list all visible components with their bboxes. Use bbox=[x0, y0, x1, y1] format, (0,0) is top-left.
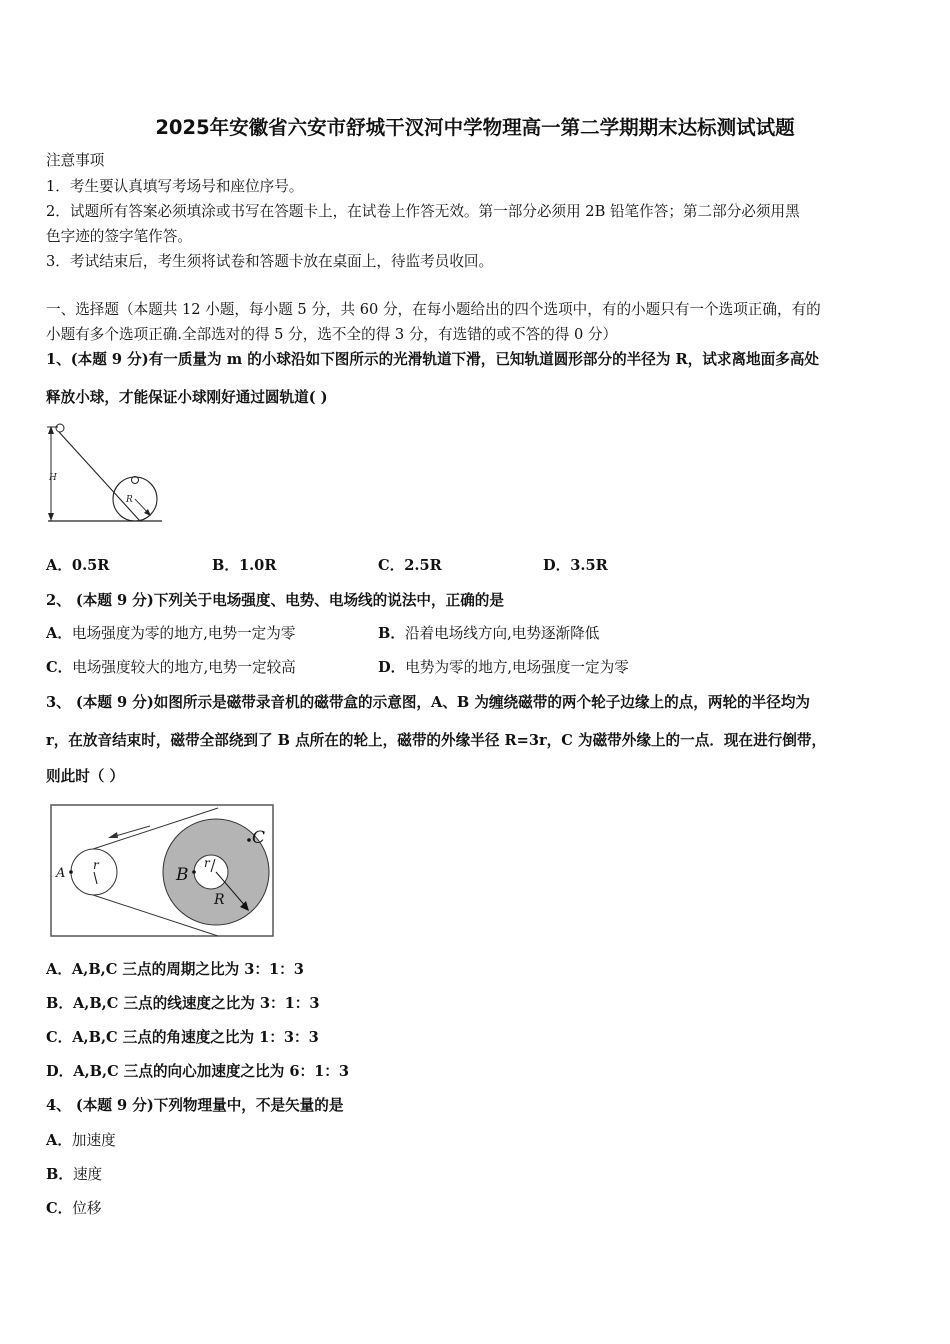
q1-option-b[interactable]: B．1.0R bbox=[212, 557, 277, 574]
label-big-r: R bbox=[214, 892, 225, 908]
q3-stem: 3、 (本题 9 分)如图所示是磁带录音机的磁带盒的示意图，A、B 为缠绕磁带的两个轮子边缘上的点，两轮的半径均为 bbox=[46, 694, 811, 711]
q3-stem: 则此时（ ） bbox=[46, 768, 125, 785]
q4-option-a[interactable]: A．加速度 bbox=[46, 1132, 116, 1149]
point-b bbox=[192, 870, 196, 874]
notice-heading: 注意事项 bbox=[46, 152, 105, 169]
q1-option-a[interactable]: A．0.5R bbox=[46, 557, 110, 574]
q1-stem: 释放小球，才能保证小球刚好通过圆轨道( ) bbox=[46, 389, 328, 406]
notice-line: 2．试题所有答案必须填涂或书写在答题卡上，在试卷上作答无效。第一部分必须用 2B 铅笔作答；第二部分必须用黑 bbox=[46, 203, 800, 220]
q3-stem: r，在放音结束时，磁带全部绕到了 B 点所在的轮上，磁带的外缘半径 R=3r，C 为磁带外缘上的一点．现在进行倒带， bbox=[46, 732, 827, 749]
q4-option-b[interactable]: B．速度 bbox=[46, 1166, 103, 1183]
q2-stem: 2、 (本题 9 分)下列关于电场强度、电势、电场线的说法中，正确的是 bbox=[46, 592, 504, 609]
point-a bbox=[69, 870, 73, 874]
q3-option-d[interactable]: D．A,B,C 三点的向心加速度之比为 6：1：3 bbox=[46, 1063, 350, 1080]
direction-arrowhead bbox=[108, 832, 118, 838]
incline-track bbox=[59, 432, 140, 521]
point-c bbox=[247, 838, 251, 842]
q4-stem: 4、 (本题 9 分)下列物理量中，不是矢量的是 bbox=[46, 1097, 344, 1114]
q2-option-d[interactable]: D．电势为零的地方,电场强度一定为零 bbox=[378, 659, 629, 676]
ball bbox=[56, 424, 64, 432]
notice-line: 色字迹的签字笔作答。 bbox=[46, 228, 192, 245]
label-r-b: r bbox=[204, 856, 210, 870]
q2-option-c[interactable]: C．电场强度较大的地方,电势一定较高 bbox=[46, 659, 296, 676]
label-r-a: r bbox=[93, 858, 99, 872]
q4-option-c[interactable]: C．位移 bbox=[46, 1200, 102, 1217]
section-heading: 一、选择题（本题共 12 小题，每小题 5 分，共 60 分，在每小题给出的四个选项中，有的小题只有一个选项正确，有的 bbox=[46, 301, 821, 318]
q3-option-b[interactable]: B．A,B,C 三点的线速度之比为 3：1：3 bbox=[46, 995, 320, 1012]
notice-line: 3．考试结束后，考生须将试卷和答题卡放在桌面上，待监考员收回。 bbox=[46, 253, 494, 270]
q1-option-d[interactable]: D．3.5R bbox=[543, 557, 608, 574]
r-label: R bbox=[126, 495, 133, 505]
section-heading: 小题有多个选项正确.全部选对的得 5 分，选不全的得 3 分，有选错的或不答的得 0 分） bbox=[46, 326, 618, 343]
h-label: H bbox=[49, 473, 57, 483]
q3-option-c[interactable]: C．A,B,C 三点的角速度之比为 1：3：3 bbox=[46, 1029, 319, 1046]
q3-option-a[interactable]: A．A,B,C 三点的周期之比为 3：1：3 bbox=[46, 961, 304, 978]
q1-stem: 1、(本题 9 分)有一质量为 m 的小球沿如下图所示的光滑轨道下滑，已知轨道圆形部分的半径为 R，试求离地面多高处 bbox=[46, 351, 820, 368]
label-b: B bbox=[176, 865, 189, 885]
q2-option-a[interactable]: A．电场强度为零的地方,电势一定为零 bbox=[46, 625, 296, 642]
q1-track-figure bbox=[40, 418, 170, 528]
notice-line: 1．考生要认真填写考场号和座位序号。 bbox=[46, 178, 304, 195]
height-arrow-bottom bbox=[48, 513, 54, 521]
q1-option-c[interactable]: C．2.5R bbox=[378, 557, 442, 574]
page-title: 2025年安徽省六安市舒城干汊河中学物理高一第二学期期末达标测试试题 bbox=[155, 116, 795, 139]
q2-option-b[interactable]: B．沿着电场线方向,电势逐渐降低 bbox=[378, 625, 600, 642]
label-a: A bbox=[56, 866, 66, 881]
direction-arrow bbox=[112, 826, 150, 837]
q3-tape-figure bbox=[50, 804, 275, 938]
label-c: C bbox=[252, 828, 266, 848]
